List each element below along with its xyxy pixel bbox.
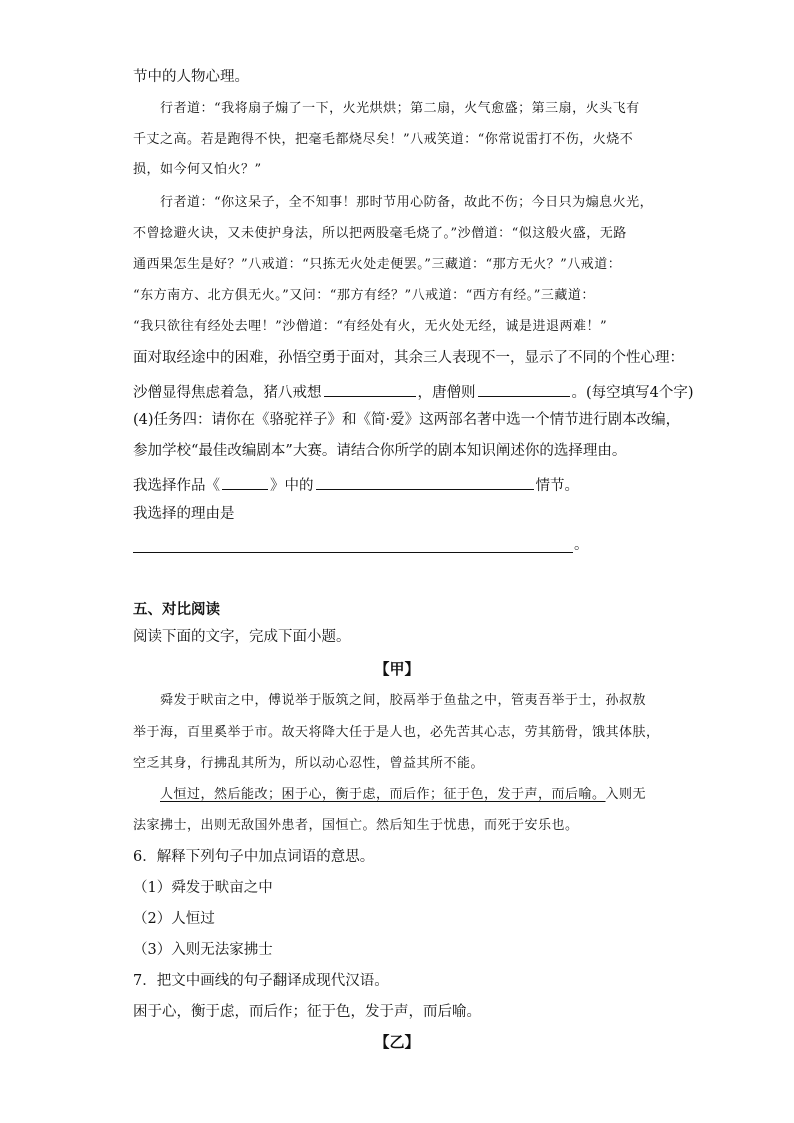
question-line-with-blanks [133, 382, 694, 401]
question-text: 沙僧显得焦虑着急，猪八戒想 [133, 385, 322, 401]
answer-blank[interactable] [222, 475, 268, 490]
question-line: 参加学校“最佳改编剧本”大赛。请结合你所学的剧本知识阐述你的选择理由。 [133, 443, 627, 459]
question-line-with-blanks [133, 475, 579, 494]
sub-question: （1）舜发于畎亩之中 [133, 880, 273, 896]
underlined-sentence: 人恒过，然后能改；困于心，衡于虑，而后作；征于色，发于声，而后喻。 [160, 787, 606, 802]
question-text: 我选择作品《 [133, 478, 220, 494]
passage-text: 入则无 [605, 787, 647, 802]
passage-line: 千丈之高。若是跑得不快，把毫毛都烧尽矣！”八戒笑道：“你常说雷打不伤，火烧不 [133, 132, 634, 147]
passage-line: 法家拂士，出则无敌国外患者，国恒亡。然后知生于忧患，而死于安乐也。 [133, 818, 579, 833]
passage-line: 损，如今何又怕火？” [133, 162, 262, 177]
passage-line: 舜发于畎亩之中，傅说举于版筑之间，胶鬲举于鱼盐之中，管夷吾举于士，孙叔敖 [160, 693, 647, 708]
passage-line: 行者道：“我将扇子煽了一下，火光烘烘；第二扇，火气愈盛；第三扇，火头飞有 [160, 101, 640, 116]
passage-line: “东方南方、北方俱无火。”又问：“那方有经？”八戒道：“西方有经。”三藏道： [133, 288, 595, 303]
passage-line: 举于海，百里奚举于市。故天将降大任于是人也，必先苦其心志，劳其筋骨，饿其体肤， [133, 725, 660, 740]
answer-blank[interactable] [324, 382, 416, 397]
sub-question: （2）人恒过 [133, 911, 215, 927]
question-line: 我选择的理由是 [133, 506, 235, 522]
passage-line [160, 788, 646, 801]
question-line: 困于心，衡于虑，而后作；征于色，发于声，而后喻。 [133, 1004, 481, 1020]
passage-line: 行者道：“你这呆子，全不知事！那时节用心防备，故此不伤；今日只为煽息火光， [160, 195, 654, 210]
passage-line: 空乏其身，行拂乱其所为，所以动心忍性，曾益其所不能。 [133, 756, 485, 771]
answer-blank[interactable] [316, 475, 534, 490]
question-text: 。 [574, 537, 589, 553]
sub-question: （3）入则无法家拂士 [133, 942, 273, 958]
passage-line: 通西果怎生是好？”八戒道：“只拣无火处走便罢。”三藏道：“那方无火？”八戒道： [133, 257, 622, 272]
passage-label-yi: 【乙】 [374, 1033, 420, 1051]
section-heading: 五、对比阅读 [133, 601, 220, 618]
question-text: 情节。 [535, 478, 579, 494]
section-intro: 阅读下面的文字，完成下面小题。 [133, 629, 351, 645]
paragraph-line: 节中的人物心理。 [133, 69, 249, 85]
question-line: 7．把文中画线的句子翻译成现代汉语。 [133, 973, 389, 989]
question-line: 面对取经途中的困难，孙悟空勇于面对，其余三人表现不一，显示了不同的个性心理： [133, 350, 684, 366]
question-text: 》中的 [270, 478, 314, 494]
question-line: (4)任务四：请你在《骆驼祥子》和《简·爱》这两部名著中选一个情节进行剧本改编， [133, 412, 681, 428]
question-line: 6．解释下列句子中加点词语的意思。 [133, 849, 375, 865]
passage-label-jia: 【甲】 [374, 660, 420, 678]
answer-line[interactable] [133, 552, 573, 553]
question-text: 。(每空填写4个字) [571, 385, 694, 401]
passage-line: 不曾捻避火诀，又未使护身法，所以把两股毫毛烧了。”沙僧道：“似这般火盛，无路 [133, 226, 627, 241]
answer-blank[interactable] [478, 382, 570, 397]
question-text: ，唐僧则 [417, 385, 476, 401]
passage-line: “我只欲往有经处去哩！”沙僧道：“有经处有火，无火处无经，诚是进退两难！” [133, 319, 608, 334]
